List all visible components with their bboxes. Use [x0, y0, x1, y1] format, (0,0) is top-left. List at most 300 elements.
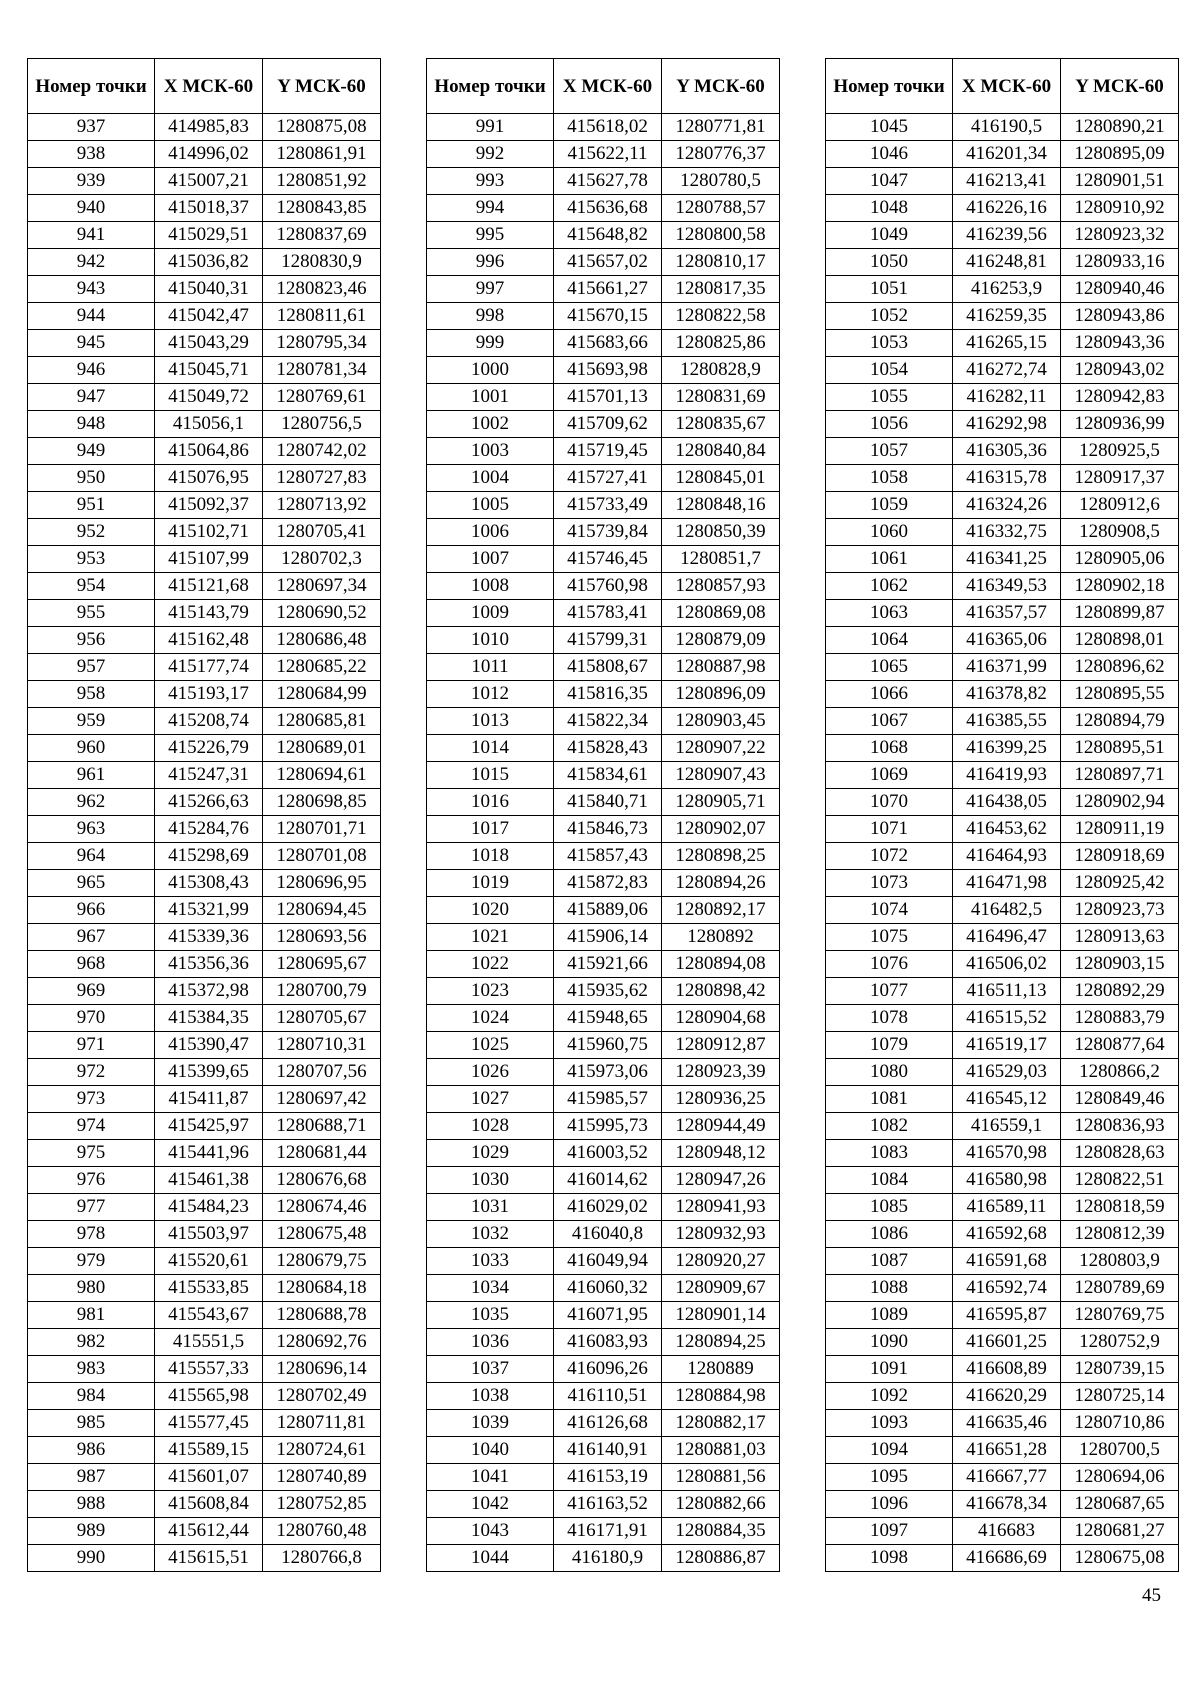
- cell-point-number: 1095: [826, 1464, 953, 1491]
- cell-x-coordinate: 416253,9: [953, 276, 1061, 303]
- table-row: [28, 1221, 381, 1248]
- table-row: [427, 411, 780, 438]
- cell-point-number: 957: [28, 654, 155, 681]
- cell-x-coordinate: 416595,87: [953, 1302, 1061, 1329]
- table-row: [826, 492, 1179, 519]
- table-row: [28, 1356, 381, 1383]
- cell-y-coordinate: 1280835,67: [662, 411, 780, 438]
- table-body: [826, 114, 1179, 1572]
- cell-y-coordinate: 1280713,92: [263, 492, 381, 519]
- cell-y-coordinate: 1280923,39: [662, 1059, 780, 1086]
- cell-point-number: 997: [427, 276, 554, 303]
- cell-y-coordinate: 1280701,71: [263, 816, 381, 843]
- cell-y-coordinate: 1280875,08: [263, 114, 381, 141]
- cell-point-number: 1072: [826, 843, 953, 870]
- cell-x-coordinate: 416471,98: [953, 870, 1061, 897]
- cell-y-coordinate: 1280688,71: [263, 1113, 381, 1140]
- cell-x-coordinate: 416589,11: [953, 1194, 1061, 1221]
- cell-y-coordinate: 1280725,14: [1061, 1383, 1179, 1410]
- cell-point-number: 1002: [427, 411, 554, 438]
- header-point-number: Номер точки: [28, 59, 155, 114]
- cell-point-number: 1000: [427, 357, 554, 384]
- cell-x-coordinate: 416365,06: [953, 627, 1061, 654]
- cell-point-number: 976: [28, 1167, 155, 1194]
- table-row: [28, 303, 381, 330]
- table-row: [427, 1248, 780, 1275]
- cell-y-coordinate: 1280681,27: [1061, 1518, 1179, 1545]
- cell-point-number: 1040: [427, 1437, 554, 1464]
- cell-point-number: 972: [28, 1059, 155, 1086]
- cell-x-coordinate: 415960,75: [554, 1032, 662, 1059]
- cell-y-coordinate: 1280766,8: [263, 1545, 381, 1572]
- cell-y-coordinate: 1280948,12: [662, 1140, 780, 1167]
- table-row: [427, 1545, 780, 1572]
- cell-point-number: 981: [28, 1302, 155, 1329]
- table-row: [28, 897, 381, 924]
- cell-x-coordinate: 416014,62: [554, 1167, 662, 1194]
- cell-point-number: 1088: [826, 1275, 953, 1302]
- table-row: [427, 519, 780, 546]
- cell-point-number: 1055: [826, 384, 953, 411]
- cell-point-number: 951: [28, 492, 155, 519]
- cell-point-number: 991: [427, 114, 554, 141]
- cell-point-number: 1014: [427, 735, 554, 762]
- cell-x-coordinate: 415557,33: [155, 1356, 263, 1383]
- table-row: [28, 465, 381, 492]
- cell-y-coordinate: 1280907,43: [662, 762, 780, 789]
- cell-x-coordinate: 415601,07: [155, 1464, 263, 1491]
- cell-y-coordinate: 1280894,79: [1061, 708, 1179, 735]
- cell-x-coordinate: 416592,68: [953, 1221, 1061, 1248]
- table-row: [28, 519, 381, 546]
- cell-point-number: 1047: [826, 168, 953, 195]
- table-row: [826, 114, 1179, 141]
- cell-y-coordinate: 1280892: [662, 924, 780, 951]
- table-row: [427, 1086, 780, 1113]
- cell-y-coordinate: 1280898,25: [662, 843, 780, 870]
- cell-x-coordinate: 416171,91: [554, 1518, 662, 1545]
- cell-x-coordinate: 415612,44: [155, 1518, 263, 1545]
- table-row: [427, 843, 780, 870]
- cell-x-coordinate: 416511,13: [953, 978, 1061, 1005]
- cell-x-coordinate: 415461,38: [155, 1167, 263, 1194]
- cell-y-coordinate: 1280936,99: [1061, 411, 1179, 438]
- cell-x-coordinate: 415503,97: [155, 1221, 263, 1248]
- table-row: [427, 465, 780, 492]
- cell-point-number: 1074: [826, 897, 953, 924]
- cell-y-coordinate: 1280896,09: [662, 681, 780, 708]
- cell-x-coordinate: 415390,47: [155, 1032, 263, 1059]
- cell-x-coordinate: 415670,15: [554, 303, 662, 330]
- cell-y-coordinate: 1280742,02: [263, 438, 381, 465]
- cell-y-coordinate: 1280710,31: [263, 1032, 381, 1059]
- cell-x-coordinate: 416608,89: [953, 1356, 1061, 1383]
- table-row: [826, 1275, 1179, 1302]
- cell-y-coordinate: 1280942,83: [1061, 384, 1179, 411]
- cell-x-coordinate: 415339,36: [155, 924, 263, 951]
- table-row: [427, 276, 780, 303]
- cell-x-coordinate: 416324,26: [953, 492, 1061, 519]
- table-row: [28, 1248, 381, 1275]
- table-row: [826, 573, 1179, 600]
- cell-point-number: 1075: [826, 924, 953, 951]
- cell-point-number: 1022: [427, 951, 554, 978]
- cell-y-coordinate: 1280697,34: [263, 573, 381, 600]
- table-header-row: [28, 59, 381, 114]
- cell-point-number: 998: [427, 303, 554, 330]
- table-row: [28, 438, 381, 465]
- cell-point-number: 964: [28, 843, 155, 870]
- table-row: [427, 1275, 780, 1302]
- table-row: [427, 330, 780, 357]
- cell-x-coordinate: 415846,73: [554, 816, 662, 843]
- cell-x-coordinate: 415042,47: [155, 303, 263, 330]
- cell-x-coordinate: 415177,74: [155, 654, 263, 681]
- cell-x-coordinate: 415247,31: [155, 762, 263, 789]
- table-row: [28, 1086, 381, 1113]
- table-row: [28, 114, 381, 141]
- cell-x-coordinate: 415615,51: [155, 1545, 263, 1572]
- cell-y-coordinate: 1280923,73: [1061, 897, 1179, 924]
- table-row: [427, 1302, 780, 1329]
- cell-y-coordinate: 1280857,93: [662, 573, 780, 600]
- cell-y-coordinate: 1280943,86: [1061, 303, 1179, 330]
- table-row: [826, 1329, 1179, 1356]
- cell-point-number: 1048: [826, 195, 953, 222]
- cell-point-number: 962: [28, 789, 155, 816]
- cell-point-number: 1029: [427, 1140, 554, 1167]
- cell-y-coordinate: 1280695,67: [263, 951, 381, 978]
- cell-x-coordinate: 416686,69: [953, 1545, 1061, 1572]
- cell-point-number: 986: [28, 1437, 155, 1464]
- cell-point-number: 1046: [826, 141, 953, 168]
- cell-point-number: 1031: [427, 1194, 554, 1221]
- cell-point-number: 944: [28, 303, 155, 330]
- cell-point-number: 940: [28, 195, 155, 222]
- table-row: [28, 195, 381, 222]
- cell-x-coordinate: 415921,66: [554, 951, 662, 978]
- cell-y-coordinate: 1280740,89: [263, 1464, 381, 1491]
- table-row: [427, 789, 780, 816]
- cell-x-coordinate: 416071,95: [554, 1302, 662, 1329]
- cell-point-number: 1069: [826, 762, 953, 789]
- table-row: [427, 1194, 780, 1221]
- cell-x-coordinate: 416464,93: [953, 843, 1061, 870]
- cell-y-coordinate: 1280904,68: [662, 1005, 780, 1032]
- table-row: [28, 843, 381, 870]
- cell-x-coordinate: 416620,29: [953, 1383, 1061, 1410]
- table-row: [28, 573, 381, 600]
- cell-y-coordinate: 1280710,86: [1061, 1410, 1179, 1437]
- table-row: [427, 195, 780, 222]
- cell-y-coordinate: 1280936,25: [662, 1086, 780, 1113]
- cell-point-number: 955: [28, 600, 155, 627]
- cell-x-coordinate: 415709,62: [554, 411, 662, 438]
- table-row: [826, 924, 1179, 951]
- cell-x-coordinate: 415321,99: [155, 897, 263, 924]
- cell-x-coordinate: 415484,23: [155, 1194, 263, 1221]
- cell-x-coordinate: 416341,25: [953, 546, 1061, 573]
- cell-y-coordinate: 1280771,81: [662, 114, 780, 141]
- cell-x-coordinate: 415746,45: [554, 546, 662, 573]
- cell-point-number: 978: [28, 1221, 155, 1248]
- cell-point-number: 1070: [826, 789, 953, 816]
- cell-y-coordinate: 1280675,08: [1061, 1545, 1179, 1572]
- table-row: [427, 708, 780, 735]
- cell-point-number: 1079: [826, 1032, 953, 1059]
- table-row: [427, 438, 780, 465]
- cell-point-number: 1045: [826, 114, 953, 141]
- cell-x-coordinate: 416678,34: [953, 1491, 1061, 1518]
- cell-x-coordinate: 416282,11: [953, 384, 1061, 411]
- table-row: [826, 600, 1179, 627]
- cell-point-number: 1024: [427, 1005, 554, 1032]
- table-row: [427, 303, 780, 330]
- cell-point-number: 1027: [427, 1086, 554, 1113]
- cell-point-number: 985: [28, 1410, 155, 1437]
- table-row: [28, 1005, 381, 1032]
- cell-point-number: 1049: [826, 222, 953, 249]
- table-row: [427, 168, 780, 195]
- cell-point-number: 966: [28, 897, 155, 924]
- table-row: [826, 1302, 1179, 1329]
- cell-y-coordinate: 1280705,41: [263, 519, 381, 546]
- cell-y-coordinate: 1280901,51: [1061, 168, 1179, 195]
- cell-x-coordinate: 416180,9: [554, 1545, 662, 1572]
- cell-point-number: 1008: [427, 573, 554, 600]
- table-row: [427, 1032, 780, 1059]
- cell-y-coordinate: 1280681,44: [263, 1140, 381, 1167]
- cell-point-number: 1091: [826, 1356, 953, 1383]
- cell-x-coordinate: 416126,68: [554, 1410, 662, 1437]
- cell-point-number: 1062: [826, 573, 953, 600]
- cell-y-coordinate: 1280905,71: [662, 789, 780, 816]
- cell-point-number: 969: [28, 978, 155, 1005]
- cell-x-coordinate: 415973,06: [554, 1059, 662, 1086]
- cell-point-number: 1085: [826, 1194, 953, 1221]
- cell-y-coordinate: 1280907,22: [662, 735, 780, 762]
- cell-y-coordinate: 1280899,87: [1061, 600, 1179, 627]
- cell-y-coordinate: 1280686,48: [263, 627, 381, 654]
- cell-y-coordinate: 1280889: [662, 1356, 780, 1383]
- cell-y-coordinate: 1280851,92: [263, 168, 381, 195]
- table-row: [826, 1059, 1179, 1086]
- table-row: [826, 465, 1179, 492]
- table-row: [826, 1383, 1179, 1410]
- cell-y-coordinate: 1280679,75: [263, 1248, 381, 1275]
- cell-y-coordinate: 1280933,16: [1061, 249, 1179, 276]
- table-row: [427, 1005, 780, 1032]
- cell-point-number: 992: [427, 141, 554, 168]
- cell-y-coordinate: 1280896,62: [1061, 654, 1179, 681]
- cell-point-number: 958: [28, 681, 155, 708]
- header-x-coordinate: X МСК-60: [953, 59, 1061, 114]
- cell-y-coordinate: 1280879,09: [662, 627, 780, 654]
- table-row: [826, 1113, 1179, 1140]
- cell-y-coordinate: 1280752,9: [1061, 1329, 1179, 1356]
- cell-x-coordinate: 416545,12: [953, 1086, 1061, 1113]
- cell-x-coordinate: 415107,99: [155, 546, 263, 573]
- table-header-row: [427, 59, 780, 114]
- cell-point-number: 1094: [826, 1437, 953, 1464]
- cell-y-coordinate: 1280886,87: [662, 1545, 780, 1572]
- cell-point-number: 1001: [427, 384, 554, 411]
- table-row: [826, 546, 1179, 573]
- cell-point-number: 956: [28, 627, 155, 654]
- table-row: [826, 816, 1179, 843]
- cell-y-coordinate: 1280739,15: [1061, 1356, 1179, 1383]
- table-row: [28, 546, 381, 573]
- cell-point-number: 996: [427, 249, 554, 276]
- cell-y-coordinate: 1280810,17: [662, 249, 780, 276]
- cell-x-coordinate: 416515,52: [953, 1005, 1061, 1032]
- cell-y-coordinate: 1280795,34: [263, 330, 381, 357]
- cell-y-coordinate: 1280684,99: [263, 681, 381, 708]
- cell-y-coordinate: 1280837,69: [263, 222, 381, 249]
- table-row: [427, 492, 780, 519]
- cell-x-coordinate: 416332,75: [953, 519, 1061, 546]
- table-row: [826, 141, 1179, 168]
- table-row: [427, 357, 780, 384]
- cell-y-coordinate: 1280676,68: [263, 1167, 381, 1194]
- cell-y-coordinate: 1280800,58: [662, 222, 780, 249]
- cell-y-coordinate: 1280902,94: [1061, 789, 1179, 816]
- cell-x-coordinate: 414985,83: [155, 114, 263, 141]
- cell-point-number: 1036: [427, 1329, 554, 1356]
- cell-y-coordinate: 1280701,08: [263, 843, 381, 870]
- cell-x-coordinate: 415308,43: [155, 870, 263, 897]
- cell-x-coordinate: 415636,68: [554, 195, 662, 222]
- header-x-coordinate: X МСК-60: [554, 59, 662, 114]
- table-row: [28, 1059, 381, 1086]
- cell-point-number: 1012: [427, 681, 554, 708]
- cell-x-coordinate: 416349,53: [953, 573, 1061, 600]
- cell-point-number: 1025: [427, 1032, 554, 1059]
- table-row: [28, 384, 381, 411]
- cell-y-coordinate: 1280724,61: [263, 1437, 381, 1464]
- cell-y-coordinate: 1280941,93: [662, 1194, 780, 1221]
- cell-x-coordinate: 415906,14: [554, 924, 662, 951]
- cell-x-coordinate: 415565,98: [155, 1383, 263, 1410]
- cell-y-coordinate: 1280881,56: [662, 1464, 780, 1491]
- table-row: [28, 627, 381, 654]
- table-row: [28, 276, 381, 303]
- cell-point-number: 946: [28, 357, 155, 384]
- cell-y-coordinate: 1280769,61: [263, 384, 381, 411]
- cell-point-number: 1060: [826, 519, 953, 546]
- cell-point-number: 1065: [826, 654, 953, 681]
- cell-x-coordinate: 415056,1: [155, 411, 263, 438]
- cell-y-coordinate: 1280705,67: [263, 1005, 381, 1032]
- cell-point-number: 953: [28, 546, 155, 573]
- cell-y-coordinate: 1280696,95: [263, 870, 381, 897]
- cell-y-coordinate: 1280781,34: [263, 357, 381, 384]
- cell-x-coordinate: 416140,91: [554, 1437, 662, 1464]
- cell-x-coordinate: 415627,78: [554, 168, 662, 195]
- cell-point-number: 1051: [826, 276, 953, 303]
- cell-point-number: 993: [427, 168, 554, 195]
- cell-y-coordinate: 1280882,66: [662, 1491, 780, 1518]
- cell-y-coordinate: 1280707,56: [263, 1059, 381, 1086]
- cell-x-coordinate: 416570,98: [953, 1140, 1061, 1167]
- cell-y-coordinate: 1280693,56: [263, 924, 381, 951]
- cell-x-coordinate: 415608,84: [155, 1491, 263, 1518]
- cell-x-coordinate: 415589,15: [155, 1437, 263, 1464]
- cell-point-number: 975: [28, 1140, 155, 1167]
- cell-y-coordinate: 1280940,46: [1061, 276, 1179, 303]
- table-row: [28, 951, 381, 978]
- cell-y-coordinate: 1280898,01: [1061, 627, 1179, 654]
- cell-point-number: 980: [28, 1275, 155, 1302]
- table-row: [427, 141, 780, 168]
- cell-y-coordinate: 1280932,93: [662, 1221, 780, 1248]
- table-row: [427, 627, 780, 654]
- cell-y-coordinate: 1280789,69: [1061, 1275, 1179, 1302]
- cell-point-number: 1004: [427, 465, 554, 492]
- cell-x-coordinate: 415425,97: [155, 1113, 263, 1140]
- cell-y-coordinate: 1280788,57: [662, 195, 780, 222]
- table-row: [28, 1437, 381, 1464]
- cell-x-coordinate: 415683,66: [554, 330, 662, 357]
- cell-point-number: 1005: [427, 492, 554, 519]
- cell-point-number: 974: [28, 1113, 155, 1140]
- cell-x-coordinate: 416265,15: [953, 330, 1061, 357]
- header-y-coordinate: Y МСК-60: [662, 59, 780, 114]
- table-body: [28, 114, 381, 1572]
- cell-x-coordinate: 416591,68: [953, 1248, 1061, 1275]
- cell-x-coordinate: 416683: [953, 1518, 1061, 1545]
- cell-x-coordinate: 416259,35: [953, 303, 1061, 330]
- table-row: [28, 1140, 381, 1167]
- table-row: [427, 1491, 780, 1518]
- cell-point-number: 1032: [427, 1221, 554, 1248]
- cell-x-coordinate: 415266,63: [155, 789, 263, 816]
- cell-x-coordinate: 415007,21: [155, 168, 263, 195]
- cell-point-number: 1081: [826, 1086, 953, 1113]
- cell-y-coordinate: 1280780,5: [662, 168, 780, 195]
- cell-y-coordinate: 1280905,06: [1061, 546, 1179, 573]
- cell-point-number: 1084: [826, 1167, 953, 1194]
- coordinates-table-2: [426, 58, 780, 1572]
- cell-x-coordinate: 415822,34: [554, 708, 662, 735]
- cell-x-coordinate: 416419,93: [953, 762, 1061, 789]
- cell-x-coordinate: 416635,46: [953, 1410, 1061, 1437]
- cell-x-coordinate: 416357,57: [953, 600, 1061, 627]
- table-row: [28, 1383, 381, 1410]
- table-row: [826, 195, 1179, 222]
- cell-x-coordinate: 416519,17: [953, 1032, 1061, 1059]
- cell-point-number: 1097: [826, 1518, 953, 1545]
- table-row: [427, 1437, 780, 1464]
- cell-x-coordinate: 415760,98: [554, 573, 662, 600]
- table-row: [28, 168, 381, 195]
- table-row: [427, 1221, 780, 1248]
- cell-point-number: 1058: [826, 465, 953, 492]
- cell-y-coordinate: 1280760,48: [263, 1518, 381, 1545]
- cell-y-coordinate: 1280818,59: [1061, 1194, 1179, 1221]
- cell-point-number: 939: [28, 168, 155, 195]
- cell-point-number: 1044: [427, 1545, 554, 1572]
- cell-point-number: 1073: [826, 870, 953, 897]
- cell-point-number: 1028: [427, 1113, 554, 1140]
- cell-x-coordinate: 415701,13: [554, 384, 662, 411]
- cell-point-number: 989: [28, 1518, 155, 1545]
- cell-y-coordinate: 1280943,02: [1061, 357, 1179, 384]
- cell-point-number: 967: [28, 924, 155, 951]
- cell-point-number: 943: [28, 276, 155, 303]
- cell-x-coordinate: 415018,37: [155, 195, 263, 222]
- table-row: [427, 600, 780, 627]
